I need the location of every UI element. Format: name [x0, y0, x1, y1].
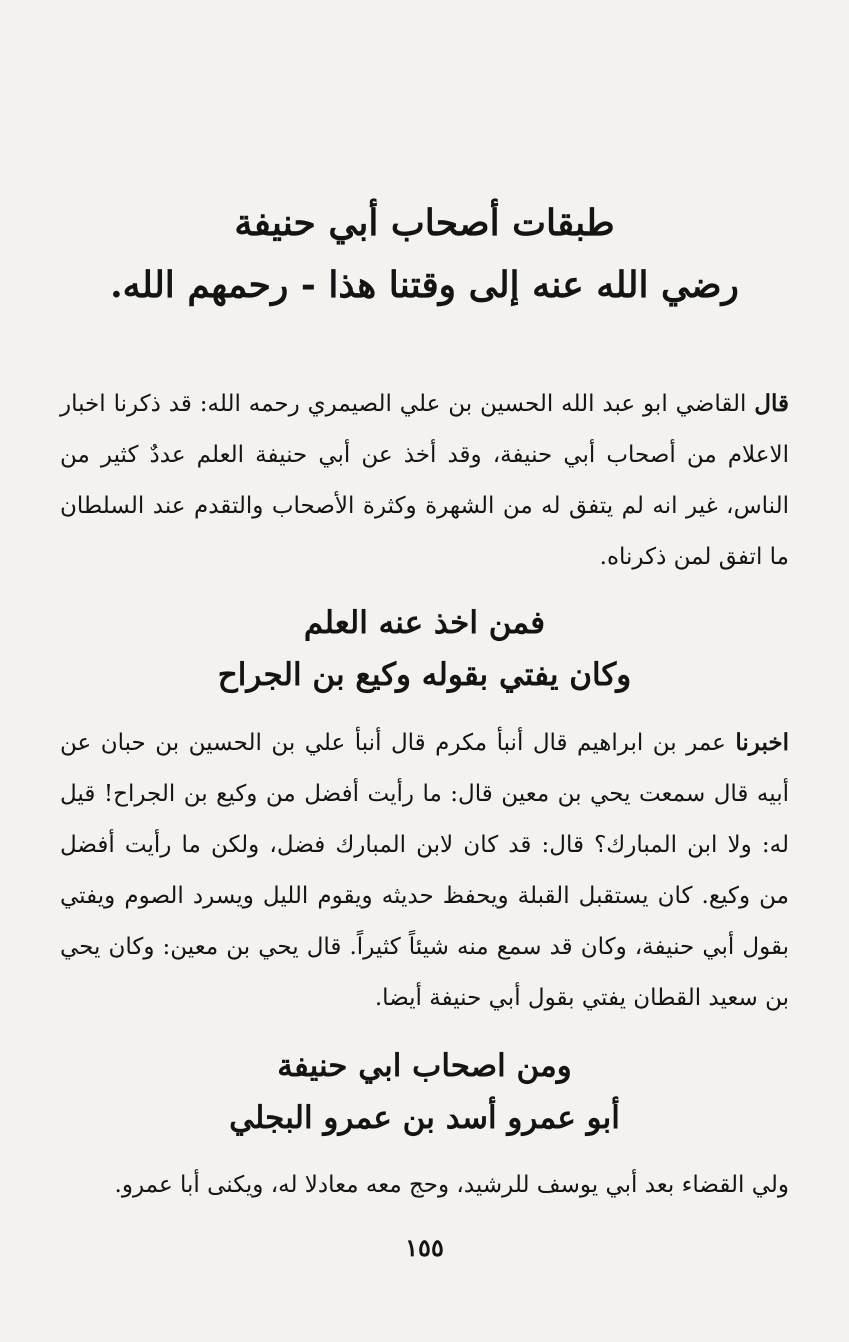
section-heading-asad-line-1: ومن اصحاب ابي حنيفة [277, 1048, 572, 1084]
section-heading-asad-line-2: أبو عمرو أسد بن عمرو البجلي [229, 1100, 620, 1136]
page-number: ١٥٥ [405, 1233, 444, 1262]
page-title [60, 192, 789, 316]
section-heading-waki-line-1: فمن اخذ عنه العلم [303, 605, 546, 641]
page-title-line-2: رضي الله عنه إلى وقتنا هذا - رحمهم الله. [110, 264, 739, 306]
intro-paragraph-text: القاضي ابو عبد الله الحسين بن علي الصيمري رحمه الله: قد ذكرنا اخبار الاعلام من أصحاب أبي حنيفة، وقد أخذ عن أبي حنيفة العلم عددٌ كثير من الناس، غير انه لم يتفق له من الشهرة وكثرة الأصحاب والتقدم عند السلطان ما اتفق لمن ذكرناه. [60, 391, 789, 570]
asad-paragraph: ولي القضاء بعد أبي يوسف للرشيد، وحج معه معادلا له، ويكنى أبا عمرو. [114, 1172, 789, 1198]
waki-paragraph-lead: اخبرنا [735, 729, 789, 756]
section-heading-waki-line-2: وكان يفتي بقوله وكيع بن الجراح [217, 657, 632, 693]
section-heading-asad [60, 1040, 789, 1144]
waki-paragraph [60, 717, 789, 1024]
page-title-line-1: طبقات أصحاب أبي حنيفة [234, 202, 615, 244]
waki-paragraph-text: عمر بن ابراهيم قال أنبأ مكرم قال أنبأ علي بن الحسين بن حبان عن أبيه قال سمعت يحي بن معين قال: ما رأيت أفضل من وكيع بن الجراح! قيل له: ولا ابن المبارك؟ قال: قد كان لابن المبارك فضل، ولكن ما رأيت أفضل من وكيع. كان يستقبل القبلة ويحفظ حديثه ويقوم الليل ويسرد الصوم ويفتي بقول أبي حنيفة، وكان قد سمع منه شيئاً كثيراً. قال يحي بن معين: وكان يحي بن سعيد القطان يفتي بقول أبي حنيفة أيضا. [60, 730, 789, 1011]
intro-paragraph-lead: قال [754, 390, 789, 417]
section-heading-waki [60, 597, 789, 701]
intro-paragraph [60, 378, 789, 583]
